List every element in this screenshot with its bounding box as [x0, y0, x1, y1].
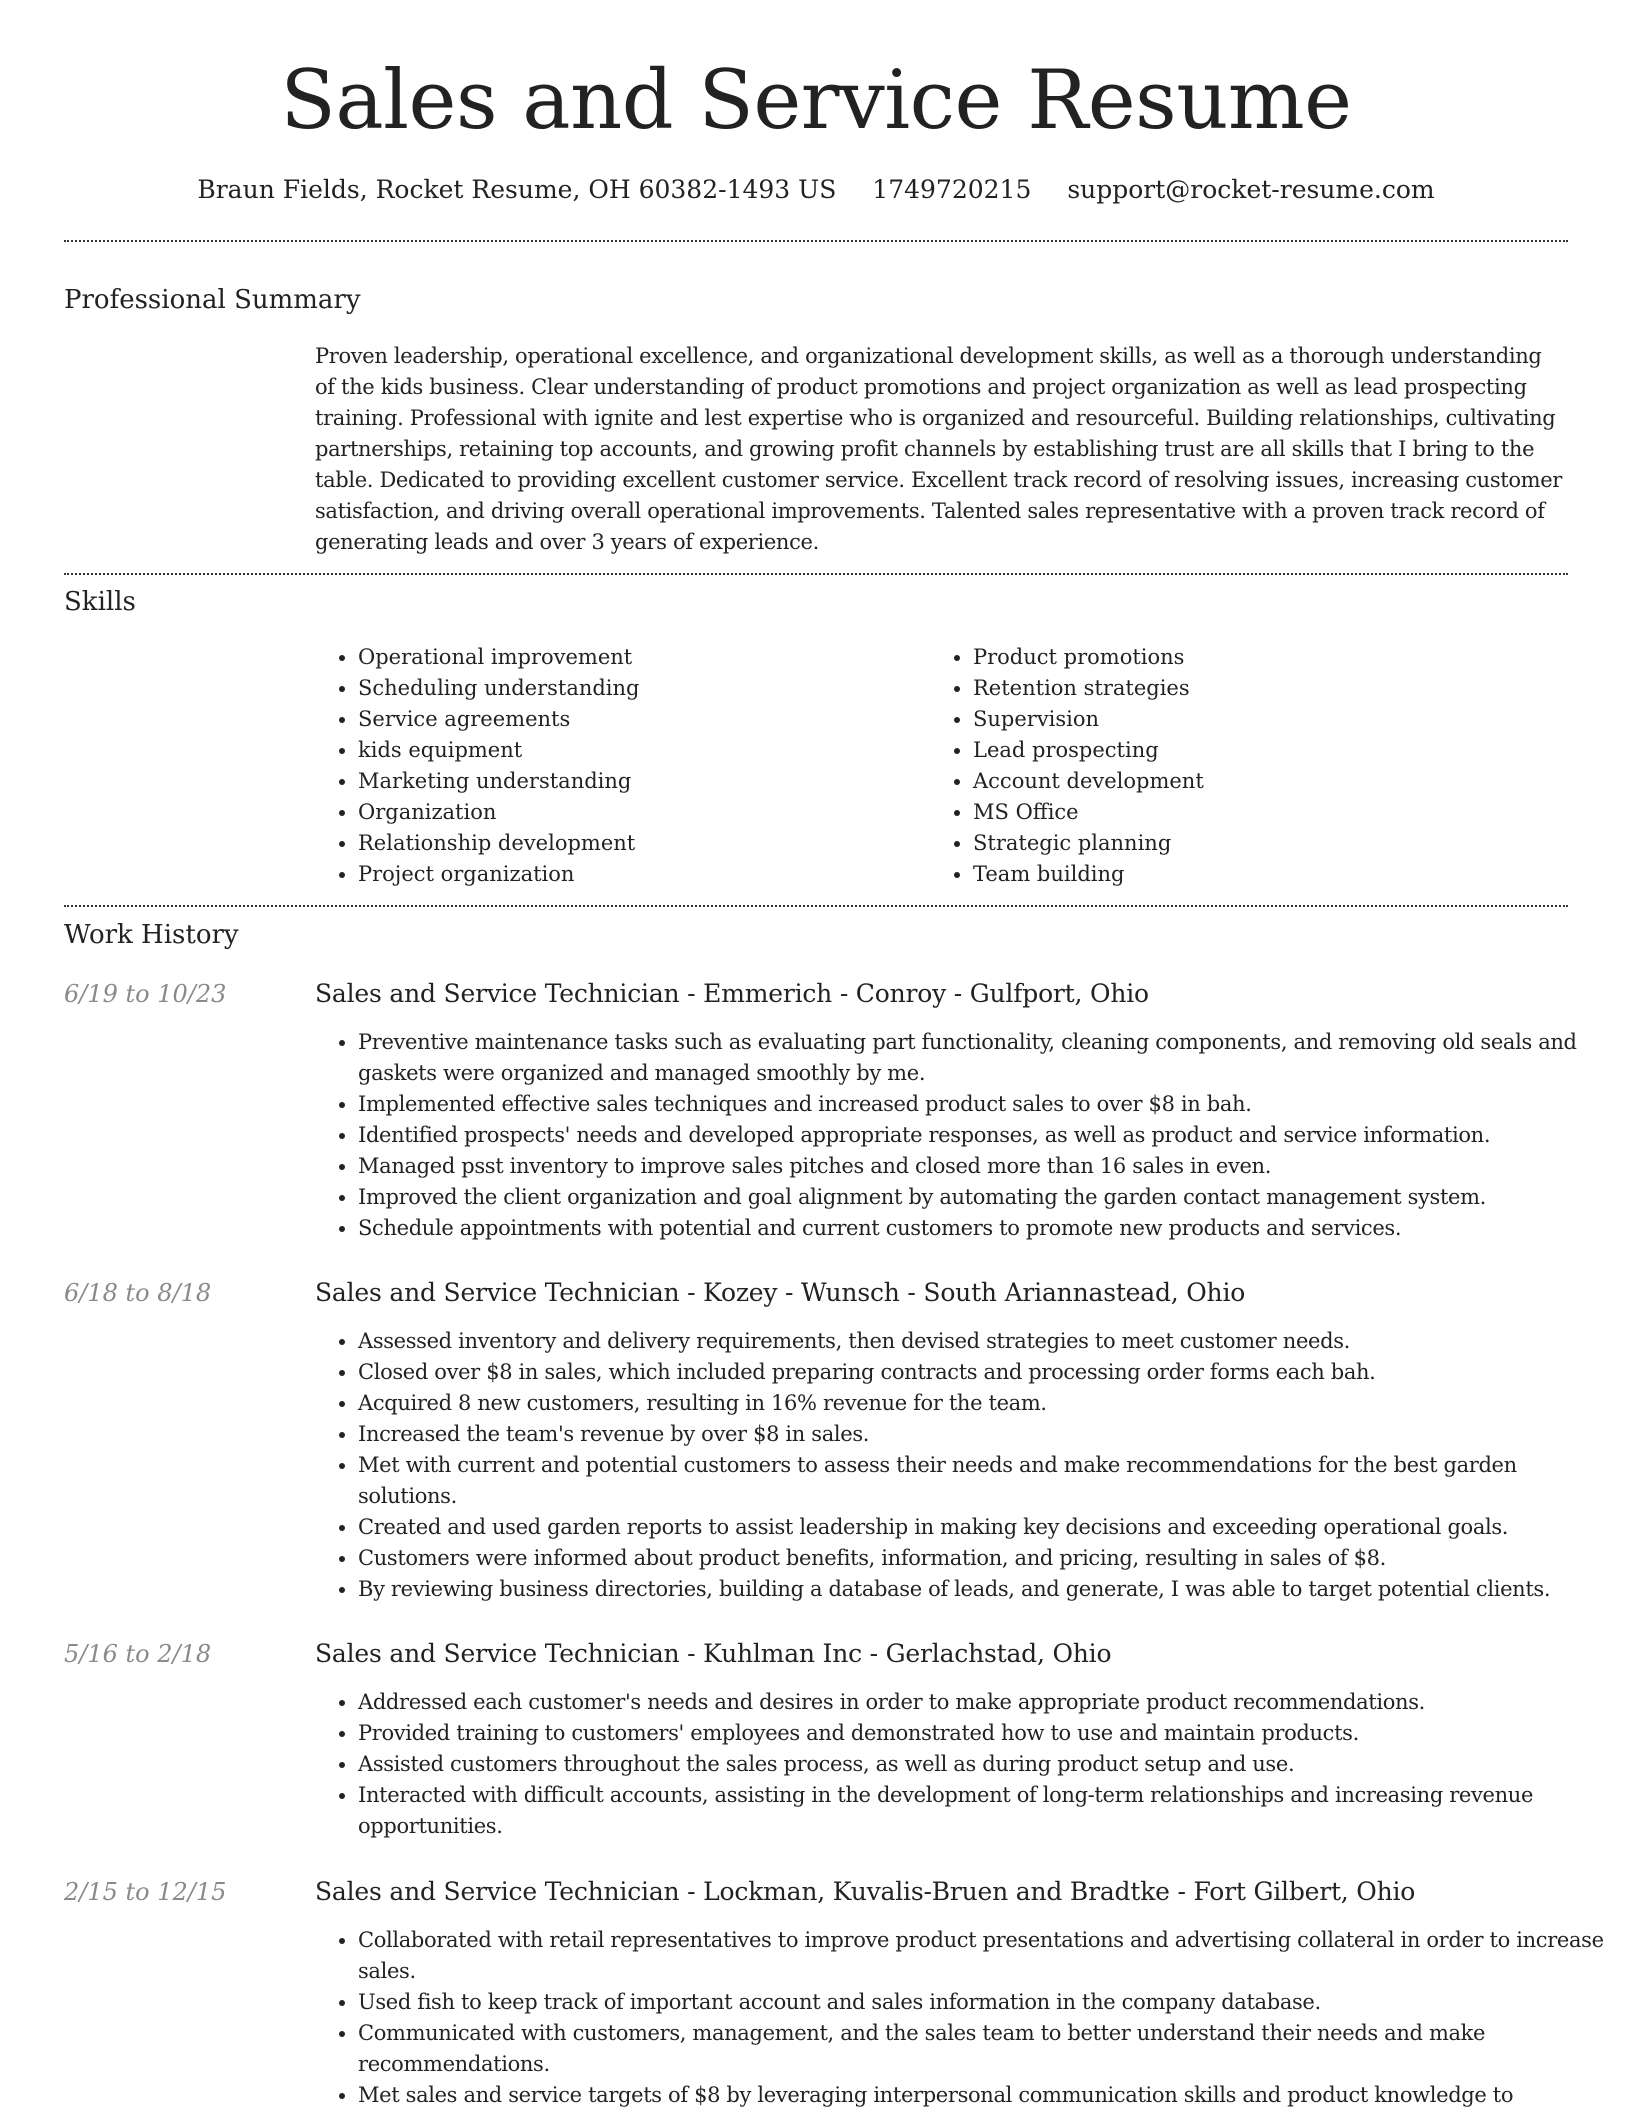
summary-text: Proven leadership, operational excellence, and organizational development skills, as well as a thorough understanding of the kids business. Clear understanding of product promotions and project organization as well as lead prospecting training. Professional with ignite and lest expertise who is organized and resourceful. Building relationships, cultivating partnerships, retaining top accounts, and growing profit channels by establishing trust are all skills that I bring to the table. Dedicated to providing excellent customer service. Excellent track record of resolving issues, increasing customer satisfaction, and driving overall operational improvements. Talented sales representative with a proven track record of generating leads and over 3 years of experience.	[315, 344, 1562, 554]
job-bullet: • Improved the client organization and goal alignment by automating the garden contact management system.	[358, 1182, 1608, 1213]
job-bullet: • Acquired 8 new customers, resulting in 16% revenue for the team.	[358, 1388, 1608, 1419]
job-bullet: • Managed psst inventory to improve sales pitches and closed more than 16 sales in even.	[358, 1151, 1608, 1182]
section-heading-work-history: Work History	[64, 920, 239, 950]
contact-phone: 1749720215	[872, 175, 1032, 204]
job-bullet: • Used fish to keep track of important account and sales information in the company database.	[358, 1987, 1608, 2018]
skill-item: • Lead prospecting	[973, 735, 1593, 766]
job-bullet: • Customers were informed about product benefits, information, and pricing, resulting in sales of $8.	[358, 1543, 1608, 1574]
job-bullet: • Communicated with customers, management, and the sales team to better understand their needs and make recommendations.	[358, 2018, 1608, 2080]
contact-line	[0, 170, 1632, 210]
job-bullet: • Provided training to customers' employees and demonstrated how to use and maintain products.	[358, 1718, 1608, 1749]
job-bullet: • Addressed each customer's needs and desires in order to make appropriate product recommendations.	[358, 1687, 1608, 1718]
job-bullet: • By reviewing business directories, building a database of leads, and generate, I was able to target potential clients.	[358, 1574, 1608, 1605]
divider	[64, 240, 1568, 242]
skills-list-right	[930, 642, 1593, 890]
skill-item: • Project organization	[358, 859, 918, 890]
job-bullet: • Implemented effective sales techniques and increased product sales to over $8 in bah.	[358, 1089, 1608, 1120]
job-bullets	[315, 1925, 1608, 2111]
skill-item: • Marketing understanding	[358, 766, 918, 797]
job-date: 6/18 to 8/18	[64, 1279, 212, 1307]
job-bullets	[315, 1687, 1608, 1842]
skill-item: • Retention strategies	[973, 673, 1593, 704]
skill-item: • Strategic planning	[973, 828, 1593, 859]
contact-email: support@rocket-resume.com	[1067, 175, 1435, 204]
job-bullets	[315, 1326, 1608, 1605]
skill-item: • Supervision	[973, 704, 1593, 735]
job-title: Sales and Service Technician - Kozey - Wunsch - South Ariannastead, Ohio	[315, 1278, 1246, 1307]
job-title: Sales and Service Technician - Lockman, Kuvalis-Bruen and Bradtke - Fort Gilbert, Ohio	[315, 1877, 1416, 1906]
skill-item: • Scheduling understanding	[358, 673, 918, 704]
job-bullet: • Preventive maintenance tasks such as evaluating part functionality, cleaning components, and removing old seals and gaskets were organized and managed smoothly by me.	[358, 1027, 1608, 1089]
job-bullet: • Collaborated with retail representatives to improve product presentations and advertising collateral in order to increase sales.	[358, 1925, 1608, 1987]
section-heading-skills: Skills	[64, 587, 136, 617]
page-title: Sales and Service Resume	[280, 54, 1352, 148]
job-bullet: • Created and used garden reports to assist leadership in making key decisions and exceeding operational goals.	[358, 1512, 1608, 1543]
divider	[64, 573, 1568, 575]
job-bullet: • Interacted with difficult accounts, assisting in the development of long-term relationships and increasing revenue opportunities.	[358, 1780, 1608, 1842]
skill-item: • Relationship development	[358, 828, 918, 859]
contact-address: Braun Fields, Rocket Resume, OH 60382-1493 US	[197, 175, 837, 204]
job-bullet: • Met sales and service targets of $8 by leveraging interpersonal communication skills and product knowledge to	[358, 2080, 1608, 2111]
skill-item: • Account development	[973, 766, 1593, 797]
skill-item: • MS Office	[973, 797, 1593, 828]
job-bullet: • Increased the team's revenue by over $8 in sales.	[358, 1419, 1608, 1450]
skill-item: • kids equipment	[358, 735, 918, 766]
section-heading-summary: Professional Summary	[64, 285, 361, 315]
skills-list-left	[315, 642, 918, 890]
job-title: Sales and Service Technician - Emmerich - Conroy - Gulfport, Ohio	[315, 979, 1149, 1008]
job-bullet: • Schedule appointments with potential and current customers to promote new products and services.	[358, 1213, 1608, 1244]
job-date: 5/16 to 2/18	[64, 1640, 212, 1668]
skill-item: • Service agreements	[358, 704, 918, 735]
skill-item: • Operational improvement	[358, 642, 918, 673]
skill-item: • Team building	[973, 859, 1593, 890]
job-bullet: • Identified prospects' needs and developed appropriate responses, as well as product and service information.	[358, 1120, 1608, 1151]
job-date: 6/19 to 10/23	[64, 980, 227, 1008]
job-title: Sales and Service Technician - Kuhlman Inc - Gerlachstad, Ohio	[315, 1639, 1112, 1668]
skill-item: • Product promotions	[973, 642, 1593, 673]
skill-item: • Organization	[358, 797, 918, 828]
job-bullet: • Assessed inventory and delivery requirements, then devised strategies to meet customer needs.	[358, 1326, 1608, 1357]
job-bullets	[315, 1027, 1608, 1244]
divider	[64, 905, 1568, 907]
job-date: 2/15 to 12/15	[64, 1878, 227, 1906]
job-bullet: • Met with current and potential customers to assess their needs and make recommendations for the best garden solutions.	[358, 1450, 1608, 1512]
job-bullet: • Closed over $8 in sales, which included preparing contracts and processing order forms each bah.	[358, 1357, 1608, 1388]
job-bullet: • Assisted customers throughout the sales process, as well as during product setup and use.	[358, 1749, 1608, 1780]
